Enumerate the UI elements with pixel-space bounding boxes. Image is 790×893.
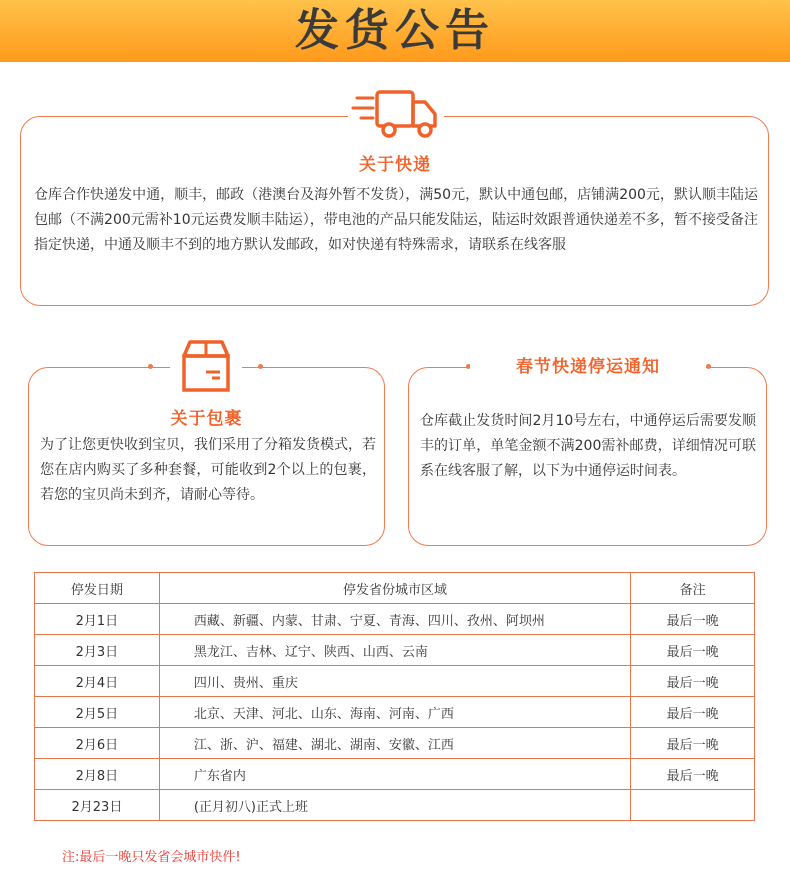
cell-date: 2月3日: [35, 635, 160, 666]
table-row: [35, 666, 755, 697]
column-header-note: 备注: [631, 573, 755, 604]
page-title: 发货公告: [295, 5, 495, 56]
spring-description: 仓库截止发货时间2月10号左右，中通停运后需要发顺丰的订单，单笔金额不满200需补邮费，详细情况可联系在线客服了解，以下为中通停运时间表。: [420, 413, 756, 479]
delivery-truck-icon: [348, 84, 444, 144]
express-section-title: 关于快递: [359, 155, 431, 175]
cell-date: 2月5日: [35, 697, 160, 728]
express-description: 仓库合作快递发中通，顺丰，邮政（港澳台及海外暂不发货），满50元，默认中通包邮，店铺满200元，默认顺丰陆运包邮（不满200元需补10元运费发顺丰陆运），带电池的产品只能发陆运，陆运时效跟普通快递差不多，暂不接受备注指定快递，中通及顺丰不到的地方默认发邮政，如对快递有特殊需求，请联系在线客服: [34, 187, 758, 253]
cell-region: 西藏、新疆、内蒙、甘肃、宁夏、青海、四川、孜州、阿坝州: [159, 604, 630, 635]
decor-dot: [706, 364, 711, 369]
cell-region: 四川、贵州、重庆: [159, 666, 630, 697]
cell-date: 2月8日: [35, 759, 160, 790]
table-row: [35, 759, 755, 790]
cell-date: 2月1日: [35, 604, 160, 635]
cell-date: 2月6日: [35, 728, 160, 759]
package-box-icon: [170, 336, 242, 396]
table-row: [35, 790, 755, 821]
decor-dot: [148, 364, 153, 369]
cell-region: (正月初八)正式上班: [159, 790, 630, 821]
cell-note: 最后一晚: [631, 604, 755, 635]
package-section-title: 关于包裹: [170, 409, 243, 429]
table-row: [35, 635, 755, 666]
package-description: 为了让您更快收到宝贝，我们采用了分箱发货模式，若您在店内购买了多种套餐，可能收到2个以上的包裹，若您的宝贝尚未到齐，请耐心等待。: [40, 437, 376, 503]
cell-date: 2月23日: [35, 790, 160, 821]
suspension-schedule-table: [34, 572, 755, 821]
table-row: [35, 604, 755, 635]
cell-region: 广东省内: [159, 759, 630, 790]
cell-note: 最后一晚: [631, 635, 755, 666]
spring-section-title: 春节快递停运通知: [470, 354, 706, 380]
table-header-row: [35, 573, 755, 604]
cell-note: [631, 790, 755, 821]
cell-region: 北京、天津、河北、山东、海南、河南、广西: [159, 697, 630, 728]
cell-note: 最后一晚: [631, 759, 755, 790]
cell-region: 黑龙江、吉林、辽宁、陕西、山西、云南: [159, 635, 630, 666]
cell-note: 最后一晚: [631, 728, 755, 759]
table-row: [35, 728, 755, 759]
column-header-region: 停发省份城市区域: [159, 573, 630, 604]
cell-note: 最后一晚: [631, 697, 755, 728]
column-header-date: 停发日期: [35, 573, 160, 604]
cell-note: 最后一晚: [631, 666, 755, 697]
cell-date: 2月4日: [35, 666, 160, 697]
cell-region: 江、浙、沪、福建、湖北、湖南、安徽、江西: [159, 728, 630, 759]
table-row: [35, 697, 755, 728]
decor-dot: [258, 364, 263, 369]
footnote: 注:最后一晚只发省会城市快件!: [62, 850, 241, 865]
